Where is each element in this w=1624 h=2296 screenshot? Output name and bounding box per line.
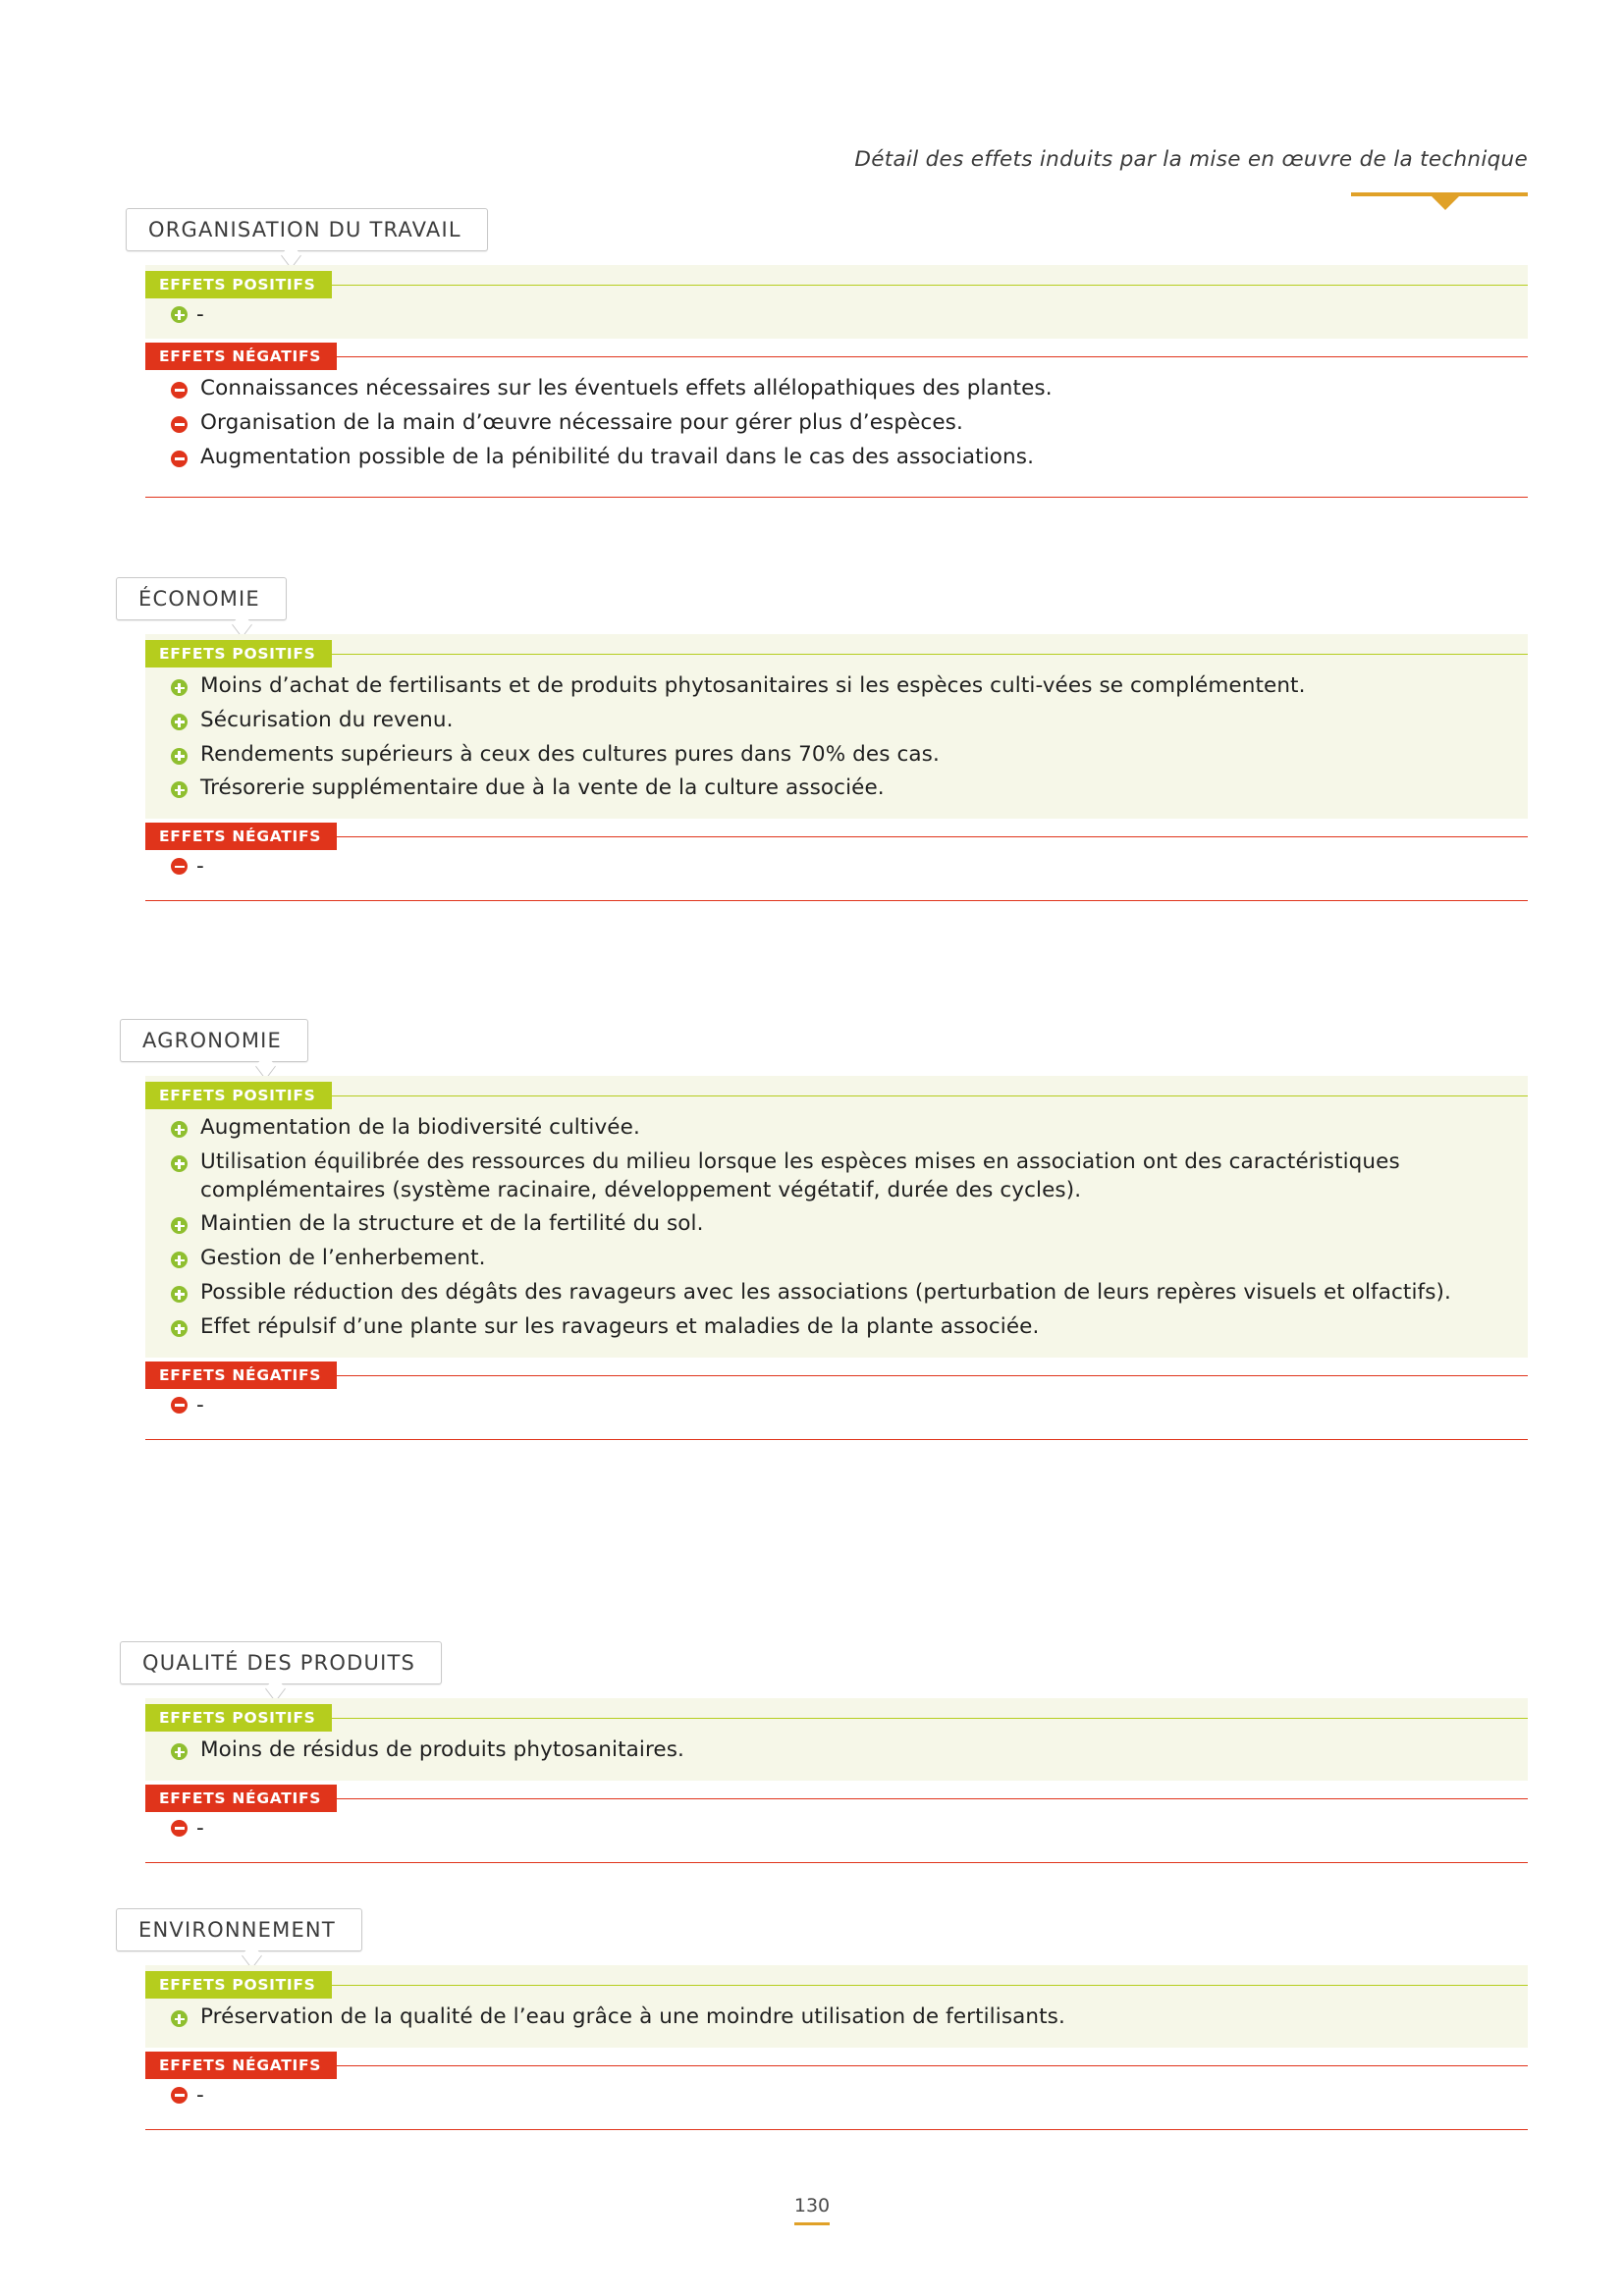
plus-circle-icon <box>171 2010 188 2027</box>
positive-list <box>145 668 1528 803</box>
minus-circle-icon <box>171 2087 188 2104</box>
list-item <box>171 741 1518 770</box>
section-title-wrap <box>120 1019 308 1062</box>
positive-label: EFFETS POSITIFS <box>145 1971 332 1999</box>
negative-empty-item <box>171 1392 1528 1419</box>
negative-label: EFFETS NÉGATIFS <box>145 343 337 370</box>
list-item <box>171 1245 1518 1273</box>
negative-rule <box>145 356 1528 357</box>
list-item <box>171 1148 1518 1205</box>
effects-block <box>145 634 1528 890</box>
positive-list <box>145 2000 1528 2032</box>
negative-label-row <box>145 1362 1528 1390</box>
negative-empty-item <box>171 2082 1528 2109</box>
section-agronomie <box>0 1019 1624 1440</box>
minus-circle-icon <box>171 858 188 875</box>
positive-panel <box>145 1965 1528 2048</box>
list-item-text: Organisation de la main d’œuvre nécessaire pour gérer plus d’espèces. <box>200 409 963 435</box>
plus-circle-icon <box>171 1320 188 1337</box>
negative-rule <box>145 2065 1528 2066</box>
section-title-wrap <box>120 1641 442 1684</box>
list-item-text: Gestion de l’enherbement. <box>200 1246 486 1271</box>
section-title-wrap <box>116 577 287 620</box>
list-item <box>171 409 1518 438</box>
negative-label-row <box>145 2052 1528 2080</box>
positive-panel <box>145 265 1528 339</box>
negative-label-row <box>145 1785 1528 1813</box>
negative-panel <box>145 819 1528 890</box>
list-item <box>171 1313 1518 1342</box>
list-item-text: Préservation de la qualité de l’eau grâce à une moindre utilisation de fertilisants. <box>200 2004 1065 2029</box>
negative-rule <box>145 836 1528 837</box>
section-title: ORGANISATION DU TRAVAIL <box>126 208 488 251</box>
minus-circle-icon <box>171 416 188 433</box>
list-item <box>171 774 1518 803</box>
section-title-wrap <box>126 208 488 251</box>
list-item-text: Trésorerie supplémentaire due à la vente de la culture associée. <box>200 775 885 801</box>
list-item-text: Possible réduction des dégâts des ravageurs avec les associations (perturbation de leurs repères visuels et olfactifs). <box>200 1279 1451 1305</box>
negative-rule <box>145 1798 1528 1799</box>
list-item <box>171 1114 1518 1143</box>
positive-label: EFFETS POSITIFS <box>145 640 332 667</box>
positive-panel <box>145 1698 1528 1781</box>
positive-empty-item <box>171 301 1528 329</box>
list-item-text: Moins d’achat de fertilisants et de produits phytosanitaires si les espèces culti-vées se complémentent. <box>200 673 1306 698</box>
negative-label-row <box>145 823 1528 851</box>
positive-label: EFFETS POSITIFS <box>145 1082 332 1109</box>
plus-circle-icon <box>171 1217 188 1234</box>
list-item-text: Rendements supérieurs à ceux des cultures pures dans 70% des cas. <box>200 741 940 767</box>
positive-empty-text: - <box>196 302 204 327</box>
negative-empty-text: - <box>196 1392 204 1417</box>
list-item <box>171 707 1518 735</box>
negative-empty-text: - <box>196 1815 204 1841</box>
negative-panel <box>145 1358 1528 1429</box>
negative-label: EFFETS NÉGATIFS <box>145 2052 337 2079</box>
section-title: AGRONOMIE <box>120 1019 308 1062</box>
plus-circle-icon <box>171 714 188 730</box>
list-item-text: Connaissances nécessaires sur les éventuels effets allélopathiques des plantes. <box>200 375 1053 400</box>
plus-circle-icon <box>171 1155 188 1172</box>
section-title: ENVIRONNEMENT <box>116 1908 362 1951</box>
section-title: ÉCONOMIE <box>116 577 287 620</box>
list-item <box>171 375 1518 403</box>
negative-rule <box>145 1375 1528 1376</box>
negative-label-row <box>145 343 1528 371</box>
minus-circle-icon <box>171 1820 188 1837</box>
negative-empty-text: - <box>196 854 204 880</box>
positive-label-row <box>145 1704 1528 1733</box>
section-divider <box>145 1439 1528 1440</box>
negative-list <box>145 371 1528 471</box>
list-item <box>171 1279 1518 1308</box>
positive-rule <box>145 1985 1528 1986</box>
negative-panel <box>145 1781 1528 1852</box>
section-divider <box>145 2129 1528 2130</box>
positive-label: EFFETS POSITIFS <box>145 1704 332 1732</box>
plus-circle-icon <box>171 1743 188 1760</box>
negative-empty-text: - <box>196 2082 204 2108</box>
positive-rule <box>145 285 1528 286</box>
page-number: 130 <box>794 2195 830 2225</box>
minus-circle-icon <box>171 382 188 399</box>
negative-label: EFFETS NÉGATIFS <box>145 1785 337 1812</box>
positive-rule <box>145 1095 1528 1096</box>
negative-empty-item <box>171 1815 1528 1842</box>
positive-rule <box>145 654 1528 655</box>
positive-panel <box>145 1076 1528 1358</box>
effects-block <box>145 1698 1528 1852</box>
header-title: Détail des effets induits par la mise en œuvre de la technique <box>854 147 1528 172</box>
page-header <box>0 147 1624 172</box>
positive-label-row <box>145 1082 1528 1110</box>
section-divider <box>145 1862 1528 1863</box>
plus-circle-icon <box>171 306 188 323</box>
minus-circle-icon <box>171 1397 188 1414</box>
section-qualite-des-produits <box>0 1641 1624 1863</box>
section-organisation-du-travail <box>0 208 1624 498</box>
positive-rule <box>145 1718 1528 1719</box>
list-item-text: Maintien de la structure et de la fertilité du sol. <box>200 1211 704 1237</box>
plus-circle-icon <box>171 679 188 696</box>
list-item <box>171 1736 1518 1765</box>
effects-block <box>145 1076 1528 1429</box>
plus-circle-icon <box>171 1121 188 1138</box>
positive-list <box>145 1733 1528 1765</box>
section-divider <box>145 900 1528 901</box>
plus-circle-icon <box>171 781 188 798</box>
effects-block <box>145 265 1528 487</box>
list-item <box>171 672 1518 701</box>
positive-panel <box>145 634 1528 819</box>
section-economie <box>0 577 1624 901</box>
minus-circle-icon <box>171 451 188 467</box>
section-title: QUALITÉ DES PRODUITS <box>120 1641 442 1684</box>
negative-label: EFFETS NÉGATIFS <box>145 823 337 850</box>
list-item <box>171 2003 1518 2032</box>
list-item <box>171 444 1518 472</box>
plus-circle-icon <box>171 1286 188 1303</box>
positive-label-row <box>145 640 1528 668</box>
list-item-text: Augmentation possible de la pénibilité du travail dans le cas des associations. <box>200 444 1035 469</box>
list-item <box>171 1210 1518 1239</box>
negative-empty-item <box>171 853 1528 881</box>
positive-label: EFFETS POSITIFS <box>145 271 332 298</box>
section-environnement <box>0 1908 1624 2130</box>
page-footer <box>0 2195 1624 2225</box>
negative-label: EFFETS NÉGATIFS <box>145 1362 337 1389</box>
effects-block <box>145 1965 1528 2119</box>
section-divider <box>145 497 1528 498</box>
positive-label-row <box>145 1971 1528 2000</box>
list-item-text: Effet répulsif d’une plante sur les ravageurs et maladies de la plante associée. <box>200 1313 1040 1339</box>
negative-panel <box>145 339 1528 487</box>
plus-circle-icon <box>171 748 188 765</box>
positive-list <box>145 1110 1528 1342</box>
list-item-text: Augmentation de la biodiversité cultivée. <box>200 1115 640 1140</box>
negative-panel <box>145 2048 1528 2119</box>
list-item-text: Moins de résidus de produits phytosanitaires. <box>200 1737 684 1762</box>
list-item-text: Utilisation équilibrée des ressources du milieu lorsque les espèces mises en association ont des caractéristiques complémentaires (système racinaire, développement végétatif, durée des cycles). <box>200 1148 1400 1202</box>
positive-label-row <box>145 271 1528 299</box>
list-item-text: Sécurisation du revenu. <box>200 707 454 732</box>
section-title-wrap <box>116 1908 362 1951</box>
plus-circle-icon <box>171 1252 188 1268</box>
